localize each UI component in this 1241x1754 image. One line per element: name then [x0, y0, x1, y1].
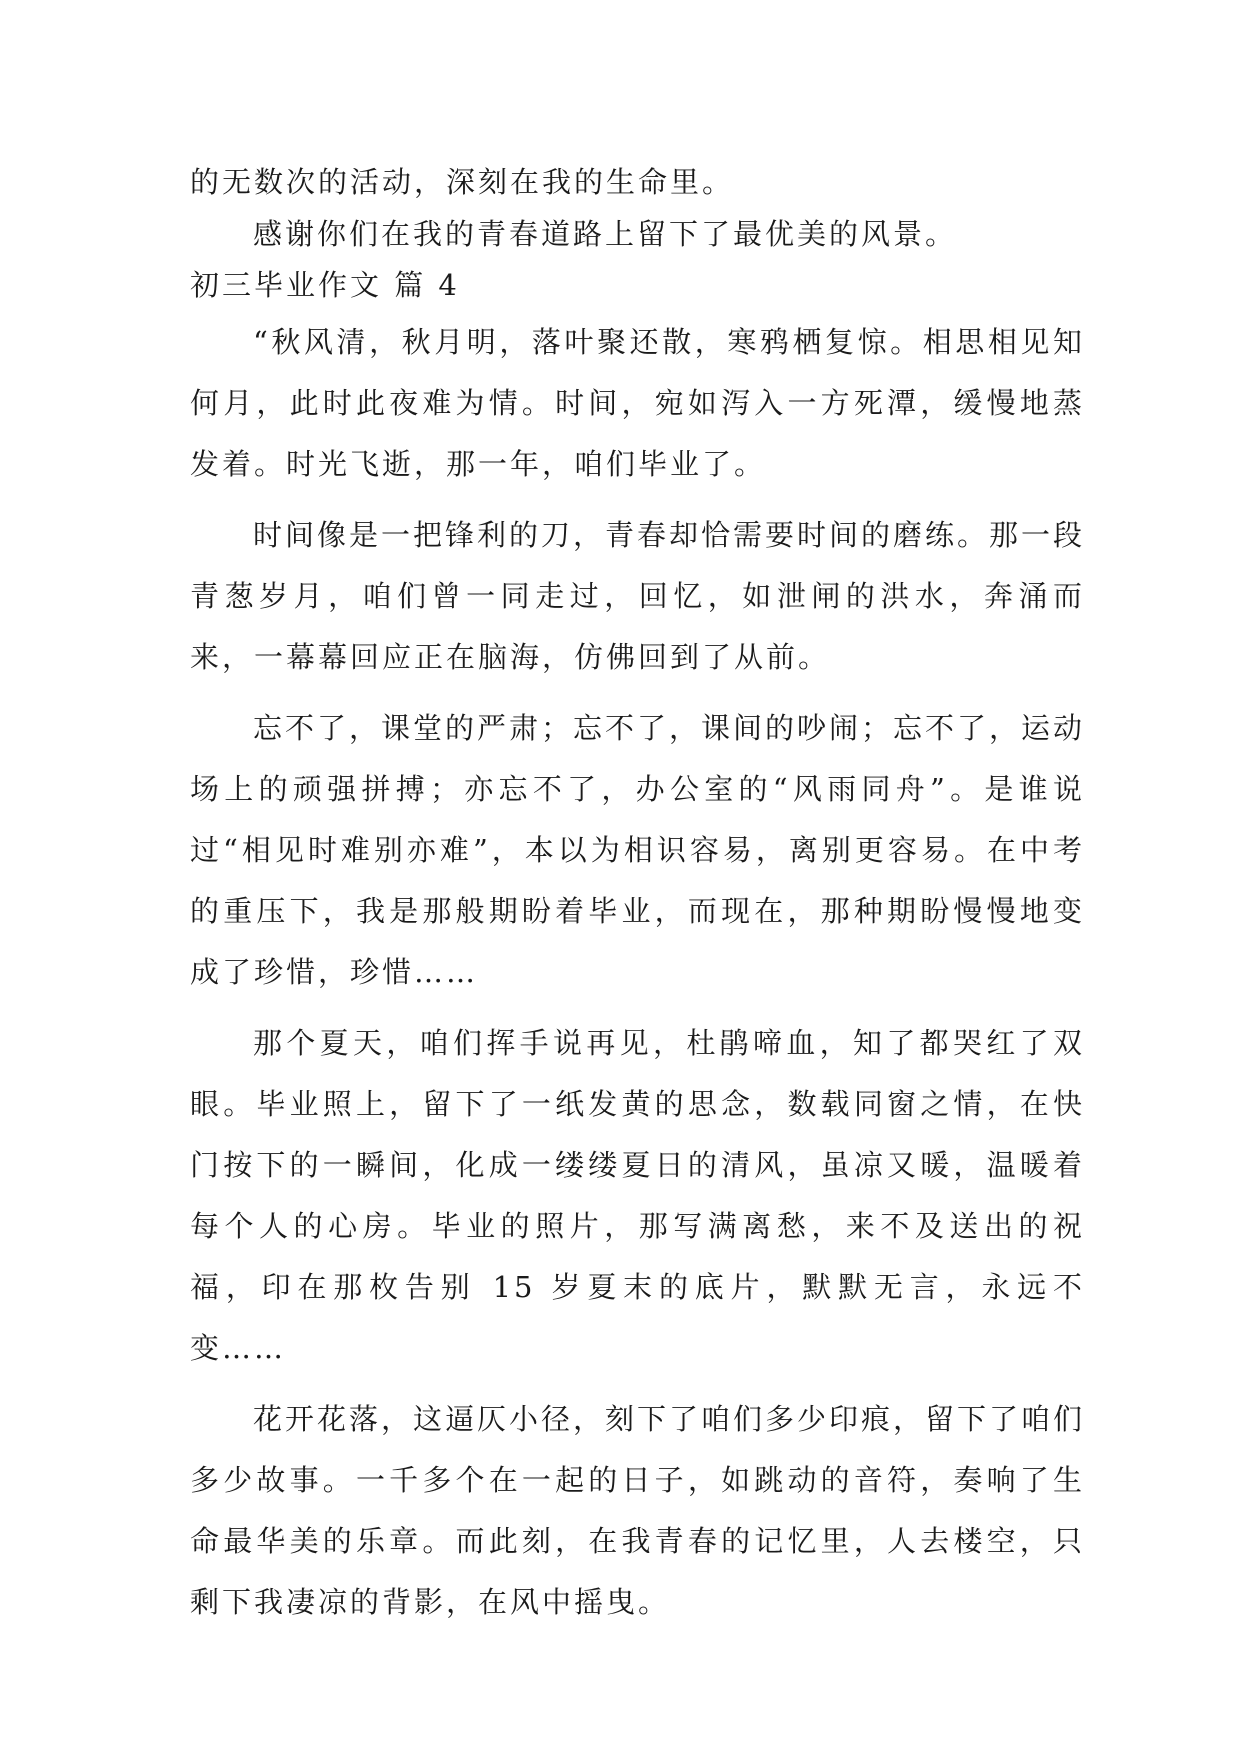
document-page: [190, 158, 1085, 1633]
paragraph-3: 忘不了，课堂的严肃；忘不了，课间的吵闹；忘不了，运动场上的顽强拼搏；亦忘不了，办公室的“风雨同舟”。是谁说过“相见时难别亦难”，本以为相识容易，离别更容易。在中考的重压下，我是那般期盼着毕业，而现在，那种期盼慢慢地变成了珍惜，珍惜……: [190, 711, 1086, 989]
intro-line-1: 的无数次的活动，深刻在我的生命里。: [190, 165, 735, 199]
section-title: 初三毕业作文 篇 4: [190, 268, 460, 302]
intro-line-2: 感谢你们在我的青春道路上留下了最优美的风景。: [253, 217, 958, 251]
paragraph-1: “秋风清，秋月明，落叶聚还散，寒鸦栖复惊。相思相见知何月，此时此夜难为情。时间，宛如泻入一方死潭，缓慢地蒸发着。时光飞逝，那一年，咱们毕业了。: [190, 325, 1085, 481]
paragraph-2: 时间像是一把锋利的刀，青春却恰需要时间的磨练。那一段青葱岁月，咱们曾一同走过，回忆，如泄闸的洪水，奔涌而来，一幕幕回应正在脑海，仿佛回到了从前。: [190, 518, 1086, 674]
paragraph-5: 花开花落，这逼仄小径，刻下了咱们多少印痕，留下了咱们多少故事。一千多个在一起的日子，如跳动的音符，奏响了生命最华美的乐章。而此刻，在我青春的记忆里，人去楼空，只剩下我凄凉的背影，在风中摇曳。: [190, 1402, 1086, 1619]
paragraph-4: 那个夏天，咱们挥手说再见，杜鹃啼血，知了都哭红了双眼。毕业照上，留下了一纸发黄的思念，数载同窗之情，在快门按下的一瞬间，化成一缕缕夏日的清风，虽凉又暖，温暖着每个人的心房。毕业的照片，那写满离愁，来不及送出的祝福，印在那枚告别 15 岁夏末的底片，默默无言，永远不变……: [190, 1026, 1085, 1365]
